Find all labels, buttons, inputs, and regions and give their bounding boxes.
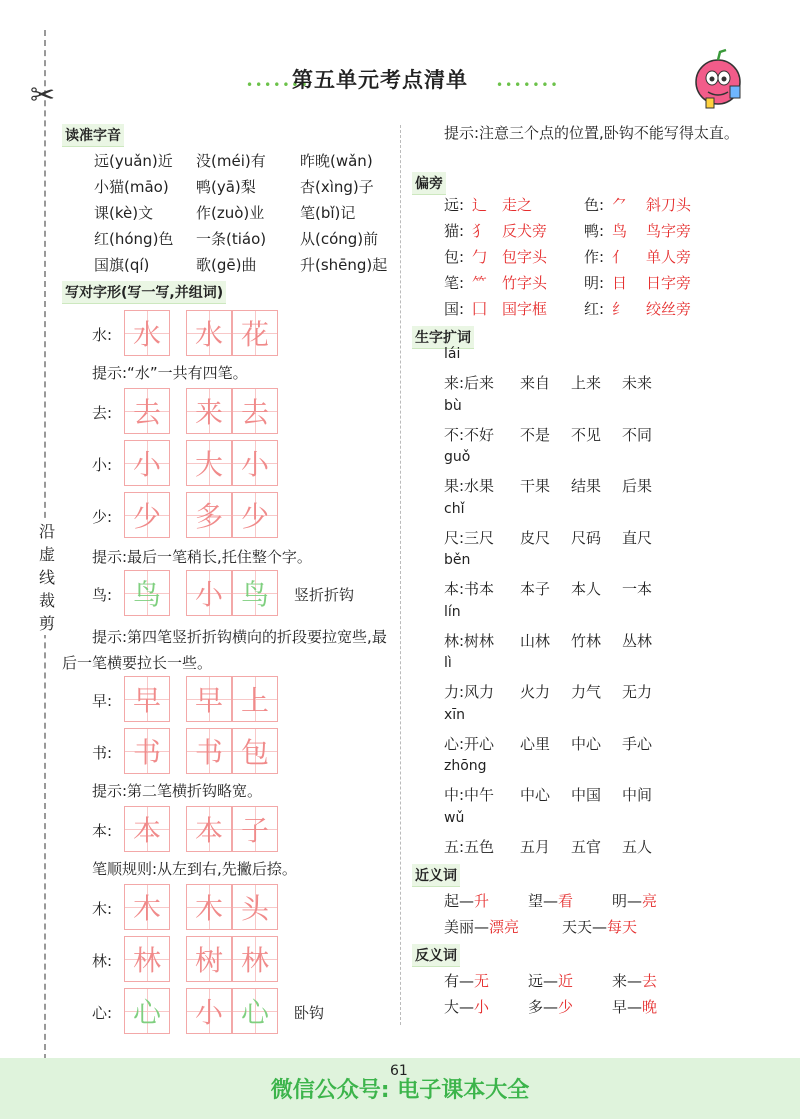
- word: 中间: [622, 786, 653, 804]
- tian-grid-char: 多: [186, 492, 232, 538]
- radical-cell: 竹字头: [502, 274, 548, 292]
- word: 心里: [520, 734, 551, 753]
- word-row: [444, 424, 673, 445]
- synonyms-pair: [528, 890, 573, 911]
- word-row: [444, 372, 673, 393]
- pinyin: bù: [444, 397, 462, 414]
- word: 火力: [520, 683, 551, 701]
- tian-grid-char: 本: [124, 806, 170, 852]
- tian-grid-char: 木: [124, 884, 170, 930]
- tian-grid-char: 花: [232, 310, 278, 356]
- word: 五人: [622, 837, 653, 856]
- word: 干果: [520, 477, 551, 495]
- word-row: [444, 733, 673, 754]
- word: 无力: [622, 683, 653, 701]
- read-item: 红(hóng)色: [94, 230, 174, 248]
- tian-grid-char: 小: [186, 570, 232, 616]
- word: 中心: [571, 734, 602, 753]
- radical-cell: 勹: [472, 248, 488, 266]
- page-title: 第五单元考点清单: [292, 68, 468, 92]
- tian-grid-char: 去: [232, 388, 278, 434]
- tian-grid-char: 鸟: [124, 570, 170, 616]
- word: 果:水果: [444, 477, 495, 495]
- write-label: 早:: [92, 692, 113, 710]
- radical-cell: 绞丝旁: [646, 300, 692, 318]
- pinyin: chǐ: [444, 500, 465, 517]
- read-item: 一条(tiáo): [196, 230, 267, 248]
- tian-grid-char: 鸟: [232, 570, 278, 616]
- word: 后果: [622, 477, 653, 495]
- radical-cell: 反犬旁: [502, 222, 548, 240]
- word: 未来: [622, 374, 653, 392]
- stroke-name: 竖折折钩: [294, 586, 355, 604]
- antonyms-match: 小: [474, 998, 490, 1016]
- word: 心:开心: [444, 734, 495, 753]
- antonyms-pair: [528, 970, 573, 991]
- write-label: 林:: [92, 952, 113, 970]
- antonyms-pair: [444, 996, 489, 1017]
- word-row: [444, 836, 673, 857]
- read-item: 昨晚(wǎn): [300, 152, 373, 170]
- word: 五:五色: [444, 837, 495, 856]
- word: 一本: [622, 580, 653, 598]
- word: 皮尺: [520, 528, 551, 547]
- tian-grid-char: 书: [124, 728, 170, 774]
- tian-grid-char: 小: [232, 440, 278, 486]
- antonyms-word: 多—: [528, 998, 559, 1016]
- tian-grid-char: 林: [232, 936, 278, 982]
- radical-cell: 亻: [612, 248, 628, 266]
- read-item: 笔(bǐ)记: [300, 204, 356, 222]
- word: 结果: [571, 477, 602, 495]
- radical-cell: 纟: [612, 300, 628, 318]
- tian-grid-char: 大: [186, 440, 232, 486]
- synonyms-match: 看: [558, 892, 574, 910]
- section-radical: 偏旁: [412, 172, 446, 195]
- note-6: 提示:注意三个点的位置,卧钩不能写得太直。: [444, 124, 739, 142]
- radical-cell: 笔:: [444, 274, 465, 292]
- tian-grid-char: 早: [124, 676, 170, 722]
- tian-grid-char: 水: [124, 310, 170, 356]
- word-row: [444, 784, 673, 805]
- tian-grid-char: 书: [186, 728, 232, 774]
- synonyms-word: 美丽—: [444, 918, 490, 936]
- radical-cell: 远:: [444, 196, 465, 214]
- radical-cell: 鸭:: [584, 222, 605, 240]
- cut-label: 沿虚线裁剪: [36, 520, 58, 635]
- stroke-name: 卧钩: [294, 1004, 325, 1022]
- word: 中心: [520, 786, 551, 804]
- radical-cell: 单人旁: [646, 248, 692, 266]
- tian-grid-char: 树: [186, 936, 232, 982]
- mascot-icon: [690, 48, 750, 110]
- word: 直尺: [622, 528, 653, 547]
- word-row: [444, 630, 673, 651]
- radical-cell: 色:: [584, 196, 605, 214]
- word: 力气: [571, 683, 602, 701]
- radical-cell: 囗: [472, 300, 488, 318]
- radical-cell: ⺈: [612, 196, 628, 214]
- radical-cell: 犭: [472, 222, 488, 240]
- read-item: 远(yuǎn)近: [94, 152, 173, 170]
- tian-grid-char: 小: [186, 988, 232, 1034]
- tian-grid-char: 少: [232, 492, 278, 538]
- antonyms-word: 早—: [612, 998, 643, 1016]
- write-label: 本:: [92, 822, 113, 840]
- column-divider: [400, 125, 401, 1025]
- pinyin: wǔ: [444, 809, 465, 826]
- tian-grid-char: 子: [232, 806, 278, 852]
- synonyms-word: 明—: [612, 892, 643, 910]
- antonyms-match: 晚: [642, 998, 658, 1016]
- pinyin: lái: [444, 346, 461, 362]
- radical-cell: 日: [612, 274, 628, 292]
- synonyms-match: 漂亮: [489, 918, 520, 936]
- word: 手心: [622, 734, 653, 753]
- synonyms-match: 亮: [642, 892, 658, 910]
- radical-cell: 猫:: [444, 222, 465, 240]
- tian-grid-char: 本: [186, 806, 232, 852]
- section-antonym: 反义词: [412, 944, 460, 967]
- tian-grid-char: 去: [124, 388, 170, 434]
- word: 丛林: [622, 631, 653, 650]
- antonyms-match: 无: [474, 972, 490, 990]
- page-number: 61: [390, 1063, 408, 1079]
- read-item: 课(kè)文: [94, 204, 154, 222]
- word: 力:风力: [444, 683, 495, 701]
- synonyms-word: 天天—: [562, 918, 608, 936]
- footer-text: 微信公众号: 电子课本大全: [270, 1078, 530, 1103]
- radical-cell: 明:: [584, 274, 605, 292]
- antonyms-word: 大—: [444, 998, 475, 1016]
- antonyms-pair: [612, 996, 657, 1017]
- tian-grid-char: 林: [124, 936, 170, 982]
- write-label: 书:: [92, 744, 113, 762]
- tian-grid-char: 头: [232, 884, 278, 930]
- antonyms-pair: [612, 970, 657, 991]
- radical-cell: 包字头: [502, 248, 548, 266]
- radical-cell: 包:: [444, 248, 465, 266]
- tian-grid-char: 木: [186, 884, 232, 930]
- synonyms-pair: [612, 890, 657, 911]
- word: 竹林: [571, 631, 602, 650]
- synonyms-match: 升: [474, 892, 490, 910]
- word-row: [444, 475, 673, 496]
- write-label: 鸟:: [92, 586, 113, 604]
- antonyms-match: 去: [642, 972, 658, 990]
- word: 五月: [520, 837, 551, 856]
- radical-cell: 辶: [472, 196, 488, 214]
- synonyms-match: 每天: [607, 918, 638, 936]
- word: 尺码: [571, 528, 602, 547]
- read-item: 歌(gē)曲: [196, 256, 257, 274]
- radical-cell: 日字旁: [646, 274, 692, 292]
- antonyms-word: 来—: [612, 972, 643, 990]
- synonyms-pair: [444, 890, 489, 911]
- read-item: 从(cóng)前: [300, 230, 379, 248]
- section-write: 写对字形(写一写,并组词): [62, 281, 226, 304]
- tian-grid-char: 水: [186, 310, 232, 356]
- radical-cell: 国:: [444, 300, 465, 318]
- radical-cell: 红:: [584, 300, 605, 318]
- tian-grid-char: 少: [124, 492, 170, 538]
- note-4: 提示:第二笔横折钩略宽。: [92, 782, 263, 800]
- note-1: 提示:“水”一共有四笔。: [92, 364, 248, 382]
- read-item: 杏(xìng)子: [300, 178, 374, 196]
- read-item: 作(zuò)业: [196, 204, 265, 222]
- write-label: 小:: [92, 456, 113, 474]
- read-item: 小猫(māo): [94, 178, 169, 196]
- pinyin: běn: [444, 552, 471, 568]
- radical-cell: 斜刀头: [646, 196, 692, 214]
- synonyms-word: 起—: [444, 892, 475, 910]
- write-label: 少:: [92, 508, 113, 526]
- synonyms-word: 望—: [528, 892, 559, 910]
- write-label: 心:: [92, 1004, 113, 1022]
- synonyms-pair: [562, 916, 637, 937]
- word: 不:不好: [444, 425, 495, 444]
- tian-grid-char: 来: [186, 388, 232, 434]
- word: 本:书本: [444, 580, 495, 598]
- antonyms-word: 有—: [444, 972, 475, 990]
- word: 本人: [571, 580, 602, 598]
- word-row: [444, 527, 673, 548]
- pinyin: guǒ: [444, 449, 471, 465]
- word: 本子: [520, 580, 551, 598]
- tian-grid-char: 上: [232, 676, 278, 722]
- section-synonym: 近义词: [412, 864, 460, 887]
- word: 中国: [571, 786, 602, 804]
- read-item: 没(méi)有: [196, 152, 266, 170]
- radical-cell: 鸟字旁: [646, 222, 692, 240]
- radical-cell: 走之: [502, 196, 533, 214]
- word: 中:中午: [444, 786, 495, 804]
- word: 尺:三尺: [444, 528, 495, 547]
- tian-grid-char: 早: [186, 676, 232, 722]
- pinyin: xīn: [444, 706, 466, 723]
- word: 五官: [571, 837, 602, 856]
- pinyin: lín: [444, 603, 461, 620]
- word: 来:后来: [444, 374, 495, 392]
- title-dots-left: •••••••: [246, 78, 310, 92]
- write-label: 木:: [92, 900, 113, 918]
- antonyms-word: 远—: [528, 972, 559, 990]
- antonyms-pair: [528, 996, 573, 1017]
- word-row: [444, 578, 673, 599]
- read-item: 鸭(yā)梨: [196, 178, 256, 196]
- antonyms-pair: [444, 970, 489, 991]
- antonyms-match: 少: [558, 998, 574, 1016]
- section-read: 读准字音: [62, 124, 124, 147]
- note-5: 笔顺规则:从左到右,先撇后捺。: [92, 860, 297, 878]
- read-item: 升(shēng)起: [300, 256, 388, 274]
- tian-grid-char: 心: [124, 988, 170, 1034]
- tian-grid-char: 小: [124, 440, 170, 486]
- note-2: 提示:最后一笔稍长,托住整个字。: [92, 548, 312, 566]
- write-label: 水:: [92, 326, 113, 344]
- radical-cell: ⺮: [472, 274, 488, 292]
- radical-cell: 国字框: [502, 300, 548, 318]
- read-item: 国旗(qí): [94, 256, 150, 274]
- word: 不同: [622, 425, 653, 444]
- tian-grid-char: 包: [232, 728, 278, 774]
- synonyms-pair: [444, 916, 519, 937]
- pinyin: zhōng: [444, 758, 487, 774]
- scissors-icon: ✂: [30, 78, 56, 113]
- tian-grid-char: 心: [232, 988, 278, 1034]
- word: 不见: [571, 425, 602, 444]
- antonyms-match: 近: [558, 972, 574, 990]
- word: 不是: [520, 425, 551, 444]
- word: 林:树林: [444, 631, 495, 650]
- section-expand: 生字扩词: [412, 326, 474, 349]
- word-row: [444, 681, 673, 702]
- word: 上来: [571, 374, 602, 392]
- pinyin: lì: [444, 655, 452, 671]
- word: 山林: [520, 631, 551, 650]
- title-dots-right: •••••••: [496, 78, 560, 92]
- word: 来自: [520, 374, 551, 392]
- radical-cell: 鸟: [612, 222, 628, 240]
- radical-cell: 作:: [584, 248, 605, 266]
- note-3: 提示:第四笔竖折折钩横向的折段要拉宽些,最后一笔横要拉长一些。: [62, 628, 387, 672]
- write-label: 去:: [92, 404, 113, 422]
